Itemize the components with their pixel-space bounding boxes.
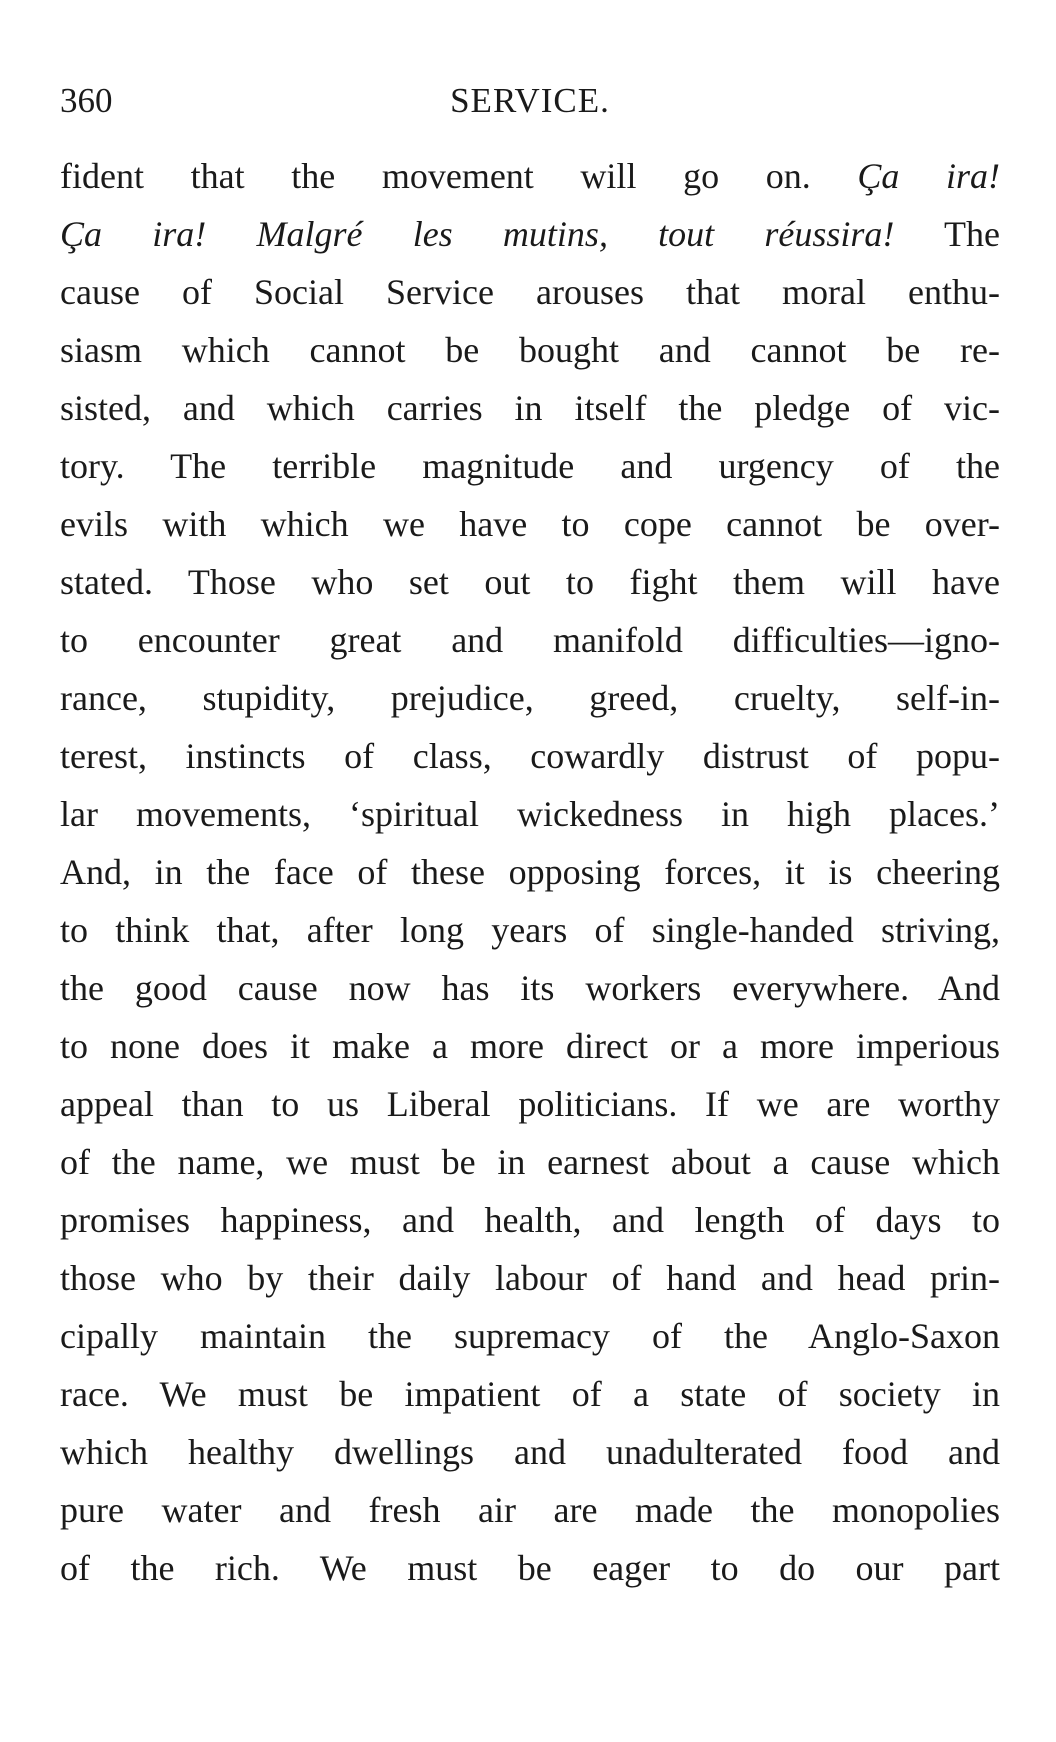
text-line: evils with which we have to cope cannot be over- xyxy=(60,504,1000,544)
text-line: the good cause now has its workers everywhere. And xyxy=(60,968,1000,1008)
text-line: to encounter great and manifold difficulties—igno- xyxy=(60,620,1000,660)
text-line: tory. The terrible magnitude and urgency of the xyxy=(60,446,1000,486)
text-line: rance, stupidity, prejudice, greed, cruelty, self-in- xyxy=(60,678,1000,718)
text-line: to none does it make a more direct or a more imperious xyxy=(60,1026,1000,1066)
text-line: those who by their daily labour of hand and head prin- xyxy=(60,1258,1000,1298)
page-header xyxy=(60,76,1000,126)
text-line: Ça ira! Malgré les mutins, tout réussira! The xyxy=(60,214,1000,254)
text-line: promises happiness, and health, and length of days to xyxy=(60,1200,1000,1240)
text-line: pure water and fresh air are made the monopolies xyxy=(60,1490,1000,1530)
page-number: 360 xyxy=(60,81,113,120)
text-line: which healthy dwellings and unadulterated food and xyxy=(60,1432,1000,1472)
text-line: to think that, after long years of single-handed striving, xyxy=(60,910,1000,950)
text-line: sisted, and which carries in itself the pledge of vic- xyxy=(60,388,1000,428)
text-line: appeal than to us Liberal politicians. If we are worthy xyxy=(60,1084,1000,1124)
running-head: SERVICE. xyxy=(450,81,610,120)
text-line: fident that the movement will go on. Ça ira! xyxy=(60,156,1000,196)
text-line: of the rich. We must be eager to do our part xyxy=(60,1548,1000,1588)
text-line: lar movements, ‘spiritual wickedness in high places.’ xyxy=(60,794,1000,834)
text-line: stated. Those who set out to fight them will have xyxy=(60,562,1000,602)
text-line: siasm which cannot be bought and cannot be re- xyxy=(60,330,1000,370)
text-line: of the name, we must be in earnest about a cause which xyxy=(60,1142,1000,1182)
text-line: terest, instincts of class, cowardly distrust of popu- xyxy=(60,736,1000,776)
text-line: cipally maintain the supremacy of the Anglo-Saxon xyxy=(60,1316,1000,1356)
body-text xyxy=(60,147,1000,1597)
text-line: cause of Social Service arouses that moral enthu- xyxy=(60,272,1000,312)
text-line: race. We must be impatient of a state of society in xyxy=(60,1374,1000,1414)
text-line: And, in the face of these opposing forces, it is cheering xyxy=(60,852,1000,892)
